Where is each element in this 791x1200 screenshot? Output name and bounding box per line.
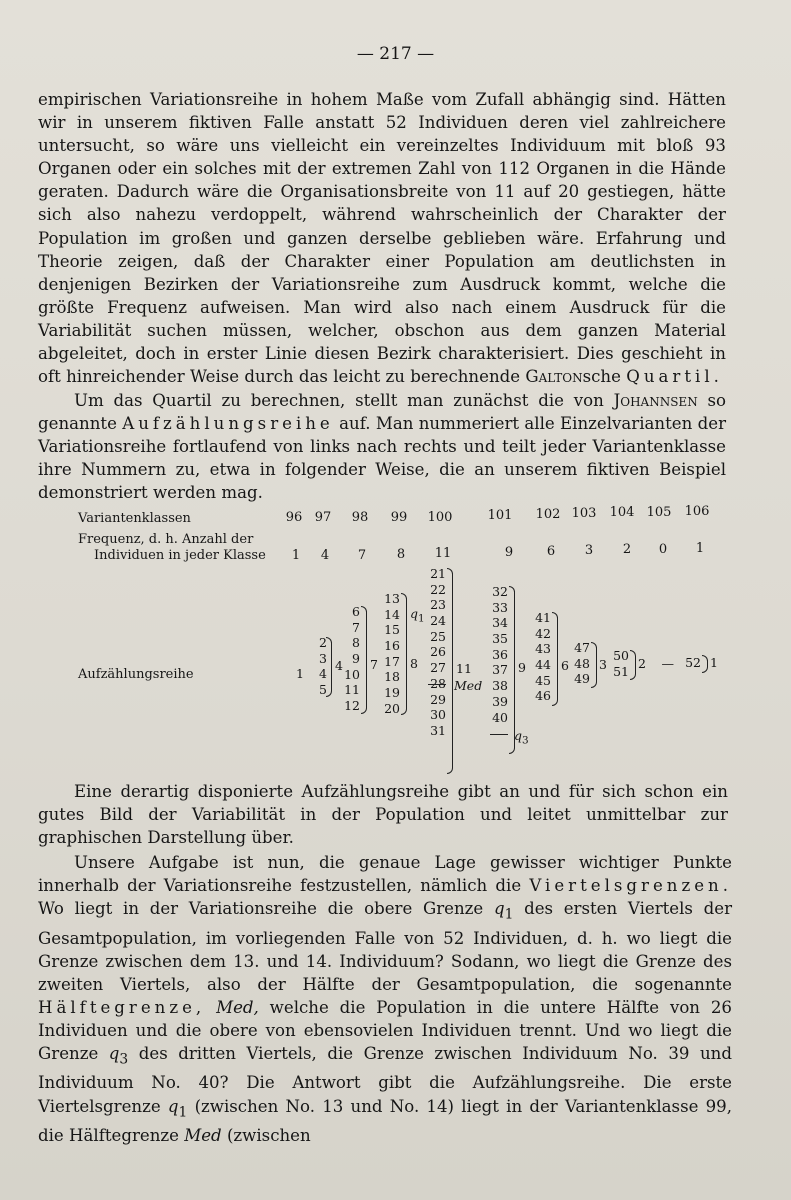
brace-97 bbox=[326, 637, 332, 697]
paragraph-4-text-b: Wo liegt in der Variationsreihe die obere Grenze bbox=[38, 899, 484, 919]
enum-item: 44 bbox=[535, 657, 551, 673]
term-haelftegrenze: Hälftegrenze, bbox=[38, 997, 206, 1017]
paragraph-4-text-g: (zwischen bbox=[226, 1125, 311, 1145]
freq-104: 2 bbox=[622, 542, 632, 557]
enum-item: 47 bbox=[574, 640, 590, 655]
freq-97: 4 bbox=[320, 548, 330, 563]
paragraph-1 bbox=[38, 88, 726, 388]
term-viertelsgrenzen: Viertelsgrenzen. bbox=[529, 876, 733, 896]
brace-count-103: 3 bbox=[599, 657, 607, 672]
enum-item: 42 bbox=[535, 625, 551, 641]
enum-item: 1 bbox=[296, 666, 304, 681]
brace-101 bbox=[509, 586, 515, 754]
term-quartil: Quartil. bbox=[626, 367, 723, 387]
enum-item: 9 bbox=[352, 651, 360, 667]
enum-item: — bbox=[661, 656, 674, 671]
enum-item: 4 bbox=[319, 666, 327, 682]
q3-rule bbox=[490, 734, 508, 735]
paragraph-1-tail: sche bbox=[582, 367, 621, 387]
brace-98 bbox=[361, 606, 367, 714]
enum-item: 49 bbox=[574, 671, 590, 687]
enum-item: 21 bbox=[430, 566, 446, 581]
enum-item: 27 bbox=[430, 660, 446, 676]
freq-98: 7 bbox=[357, 548, 367, 563]
enum-item: 8 bbox=[352, 635, 360, 651]
term-aufzaehlungsreihe: Aufzählungsreihe bbox=[122, 414, 334, 434]
class-99: 99 bbox=[390, 510, 408, 525]
symbol-q1: q bbox=[493, 899, 505, 919]
enum-item: 26 bbox=[430, 644, 446, 660]
enum-item: 17 bbox=[384, 653, 400, 669]
brace-count-98: 7 bbox=[370, 657, 378, 672]
enum-item: 48 bbox=[574, 655, 590, 671]
symbol-q3: q bbox=[108, 1044, 120, 1064]
enum-item: 45 bbox=[535, 672, 551, 688]
paragraph-4-text-f: (zwischen No. 13 und No. 14) liegt in der Variantenklasse 99, die Hälftegrenze bbox=[38, 1096, 732, 1145]
class-106: 106 bbox=[684, 504, 710, 519]
marker-median: Med bbox=[454, 678, 483, 693]
enum-col-99 bbox=[382, 591, 400, 717]
enum-item: 39 bbox=[492, 693, 508, 709]
symbol-q1-b-sub: 1 bbox=[178, 1103, 188, 1120]
enum-item: 16 bbox=[384, 638, 400, 654]
symbol-q1-sub: 1 bbox=[504, 906, 514, 923]
class-101: 101 bbox=[487, 508, 513, 523]
enum-item: 15 bbox=[384, 622, 400, 638]
brace-count-97: 4 bbox=[335, 658, 343, 673]
class-105: 105 bbox=[646, 505, 672, 520]
brace-100 bbox=[447, 568, 453, 774]
enum-item: 23 bbox=[430, 597, 446, 613]
enum-item: 34 bbox=[492, 615, 508, 631]
enum-item: 35 bbox=[492, 631, 508, 647]
brace-count-102: 6 bbox=[561, 658, 569, 673]
class-100: 100 bbox=[427, 510, 453, 525]
enum-col-98 bbox=[344, 604, 360, 714]
enum-item: 20 bbox=[384, 700, 400, 716]
freq-96: 1 bbox=[291, 548, 301, 563]
name-galton: Galton bbox=[525, 367, 583, 387]
brace-102 bbox=[552, 612, 558, 706]
class-102: 102 bbox=[535, 507, 561, 522]
class-97: 97 bbox=[314, 510, 332, 525]
class-96: 96 bbox=[285, 510, 303, 525]
enum-item: 51 bbox=[613, 663, 629, 679]
paragraph-4-text-e: des dritten Viertels, die Grenze zwischen Individuum No. 39 und Individuum No. 40? Die Antwort gibt die Aufzählungsreihe. Die erste Viertelsgrenze bbox=[38, 1044, 732, 1116]
paragraph-4-text-d: welche die Population in die untere Hälfte von 26 Individuen und die obere von ebensovielen Individuen trennt. Und wo liegt die Grenze bbox=[38, 997, 732, 1064]
enum-item: 3 bbox=[319, 650, 327, 666]
paragraph-2-text-c: auf. Man nummeriert alle Einzelvarianten der Variationsreihe fortlaufend von links nach rechts und teilt jeder Variantenklasse ihre Nummern zu, etwa in folgender Weise, die an unserem fiktiven Beispiel demonstriert werden mag. bbox=[38, 414, 727, 503]
class-103: 103 bbox=[571, 506, 597, 521]
freq-99: 8 bbox=[396, 547, 406, 562]
brace-104 bbox=[630, 650, 636, 680]
brace-99 bbox=[401, 593, 407, 715]
class-98: 98 bbox=[351, 510, 369, 525]
freq-105: 0 bbox=[658, 542, 668, 557]
enum-item: 5 bbox=[319, 682, 327, 698]
enum-item: 30 bbox=[430, 707, 446, 723]
enum-col-105 bbox=[660, 656, 674, 672]
enum-item: 25 bbox=[430, 628, 446, 644]
brace-count-99: 8 bbox=[410, 656, 418, 671]
enum-item: 18 bbox=[384, 669, 400, 685]
label-frequency-line2: Individuen in jeder Klasse bbox=[94, 548, 266, 563]
brace-count-101: 9 bbox=[518, 660, 526, 675]
enum-item: 37 bbox=[492, 662, 508, 678]
enum-item: 43 bbox=[535, 641, 551, 657]
freq-102: 6 bbox=[546, 544, 556, 559]
paragraph-1-text: empirischen Variationsreihe in hohem Maße vom Zufall abhängig sind. Hätten wir in unserem fiktiven Falle anstatt 52 Individuen deren viel zahlreichere untersucht, so wäre uns vielleicht ein vereinzeltes Individuum mit bloß 93 Organen oder ein solches mit der extremen Zahl von 112 Organen in die Hände geraten. Dadurch wäre die Organisationsbreite von 11 auf 20 gestiegen, hätte sich also nahezu verdoppelt, während wahrscheinlich der Charakter der Population im großen und ganzen derselbe geblieben wäre. Erfahrung und Theorie zeigen, daß der Charakter einer Population am deutlichsten in denjenigen Bezirken der Variationsreihe zum Ausdruck kommt, welche die größte Frequenz aufweisen. Man wird also nach einem Ausdruck für die Variabilität suchen müssen, welcher, obschon aus dem ganzen Material abgeleitet, doch in erster Linie diesen Bezirk charakterisiert. Dies geschieht in oft hinreichender Weise durch das leicht zu berechnende bbox=[38, 90, 726, 387]
class-104: 104 bbox=[609, 505, 635, 520]
enum-item: 14 bbox=[384, 606, 400, 622]
page-number: — 217 — bbox=[356, 44, 435, 64]
freq-101: 9 bbox=[504, 545, 514, 560]
symbol-q3-sub: 3 bbox=[119, 1051, 129, 1068]
enum-col-100 bbox=[428, 566, 446, 739]
brace-count-100: 11 bbox=[456, 661, 472, 676]
enum-col-96 bbox=[290, 666, 304, 682]
enum-col-106 bbox=[683, 655, 701, 671]
enum-item: 46 bbox=[535, 688, 551, 704]
enum-item: 52 bbox=[685, 655, 701, 670]
enum-col-104 bbox=[611, 648, 629, 679]
enum-item: 33 bbox=[492, 599, 508, 615]
enum-item: 22 bbox=[430, 581, 446, 597]
paragraph-4-text-a: Unsere Aufgabe ist nun, die genaue Lage gewisser wichtiger Punkte innerhalb der Variationsreihe festzustellen, nämlich die bbox=[38, 853, 732, 896]
enum-item: 32 bbox=[492, 584, 508, 599]
enum-item: 10 bbox=[344, 666, 360, 682]
enum-item: 29 bbox=[430, 691, 446, 707]
enum-item: 2 bbox=[319, 635, 327, 650]
label-frequency-line1: Frequenz, d. h. Anzahl der bbox=[78, 532, 254, 547]
enum-item: 28 bbox=[430, 675, 446, 691]
brace-count-104: 2 bbox=[638, 656, 646, 671]
enum-item: 12 bbox=[344, 698, 360, 714]
enum-item: 41 bbox=[535, 610, 551, 625]
symbol-med-b: Med bbox=[184, 1125, 222, 1145]
enum-item: 38 bbox=[492, 678, 508, 694]
enum-item: 24 bbox=[430, 613, 446, 629]
enum-item: 19 bbox=[384, 685, 400, 701]
enum-item: 13 bbox=[384, 591, 400, 606]
freq-103: 3 bbox=[584, 543, 594, 558]
paragraph-4-text-c: des ersten Viertels der Gesamtpopulation, im vorliegenden Falle von 52 Individuen, d. h. wo liegt die Grenze zwischen dem 13. und 14. Individuum? Sodann, wo liegt die Grenze des zweiten Viertels, also der Hälfte der Gesamtpopulation, die sogenannte bbox=[38, 899, 732, 994]
brace-count-106: 1 bbox=[710, 655, 718, 670]
enum-item: 50 bbox=[613, 648, 629, 663]
freq-100: 11 bbox=[434, 546, 452, 561]
brace-106 bbox=[702, 655, 708, 673]
marker-q3: $q_3$ bbox=[514, 728, 529, 747]
marker-q1: $q_1$ bbox=[410, 606, 425, 625]
enum-col-97 bbox=[313, 635, 327, 698]
paragraph-2 bbox=[38, 389, 726, 504]
enum-item: 6 bbox=[352, 604, 360, 619]
symbol-med: Med, bbox=[216, 997, 259, 1017]
paragraph-2-text-b: so genannte bbox=[38, 391, 726, 434]
freq-106: 1 bbox=[695, 541, 705, 556]
label-enumeration-series: Aufzählungsreihe bbox=[78, 667, 194, 682]
enum-item: 36 bbox=[492, 646, 508, 662]
enum-col-101 bbox=[490, 584, 508, 725]
enum-item: 7 bbox=[352, 619, 360, 635]
name-johannsen: Johannsen bbox=[613, 391, 698, 410]
brace-103 bbox=[591, 642, 597, 688]
enum-item: 11 bbox=[344, 682, 360, 698]
label-variant-classes: Variantenklassen bbox=[78, 511, 191, 526]
enum-col-103 bbox=[572, 640, 590, 687]
enum-item: 31 bbox=[430, 722, 446, 738]
enum-col-102 bbox=[533, 610, 551, 704]
paragraph-2-text-a: Um das Quartil zu berechnen, stellt man zunächst die von bbox=[74, 391, 604, 410]
symbol-q1-b: q bbox=[167, 1096, 179, 1116]
paragraph-3: Eine derartig disponierte Aufzählungsreihe gibt an und für sich schon ein gutes Bild der Variabilität in der Population und leitet unmittelbar zur graphischen Darstellung über. bbox=[38, 782, 728, 848]
paragraph-4 bbox=[38, 851, 732, 1147]
enum-item: 40 bbox=[492, 709, 508, 725]
median-rule bbox=[428, 684, 446, 685]
